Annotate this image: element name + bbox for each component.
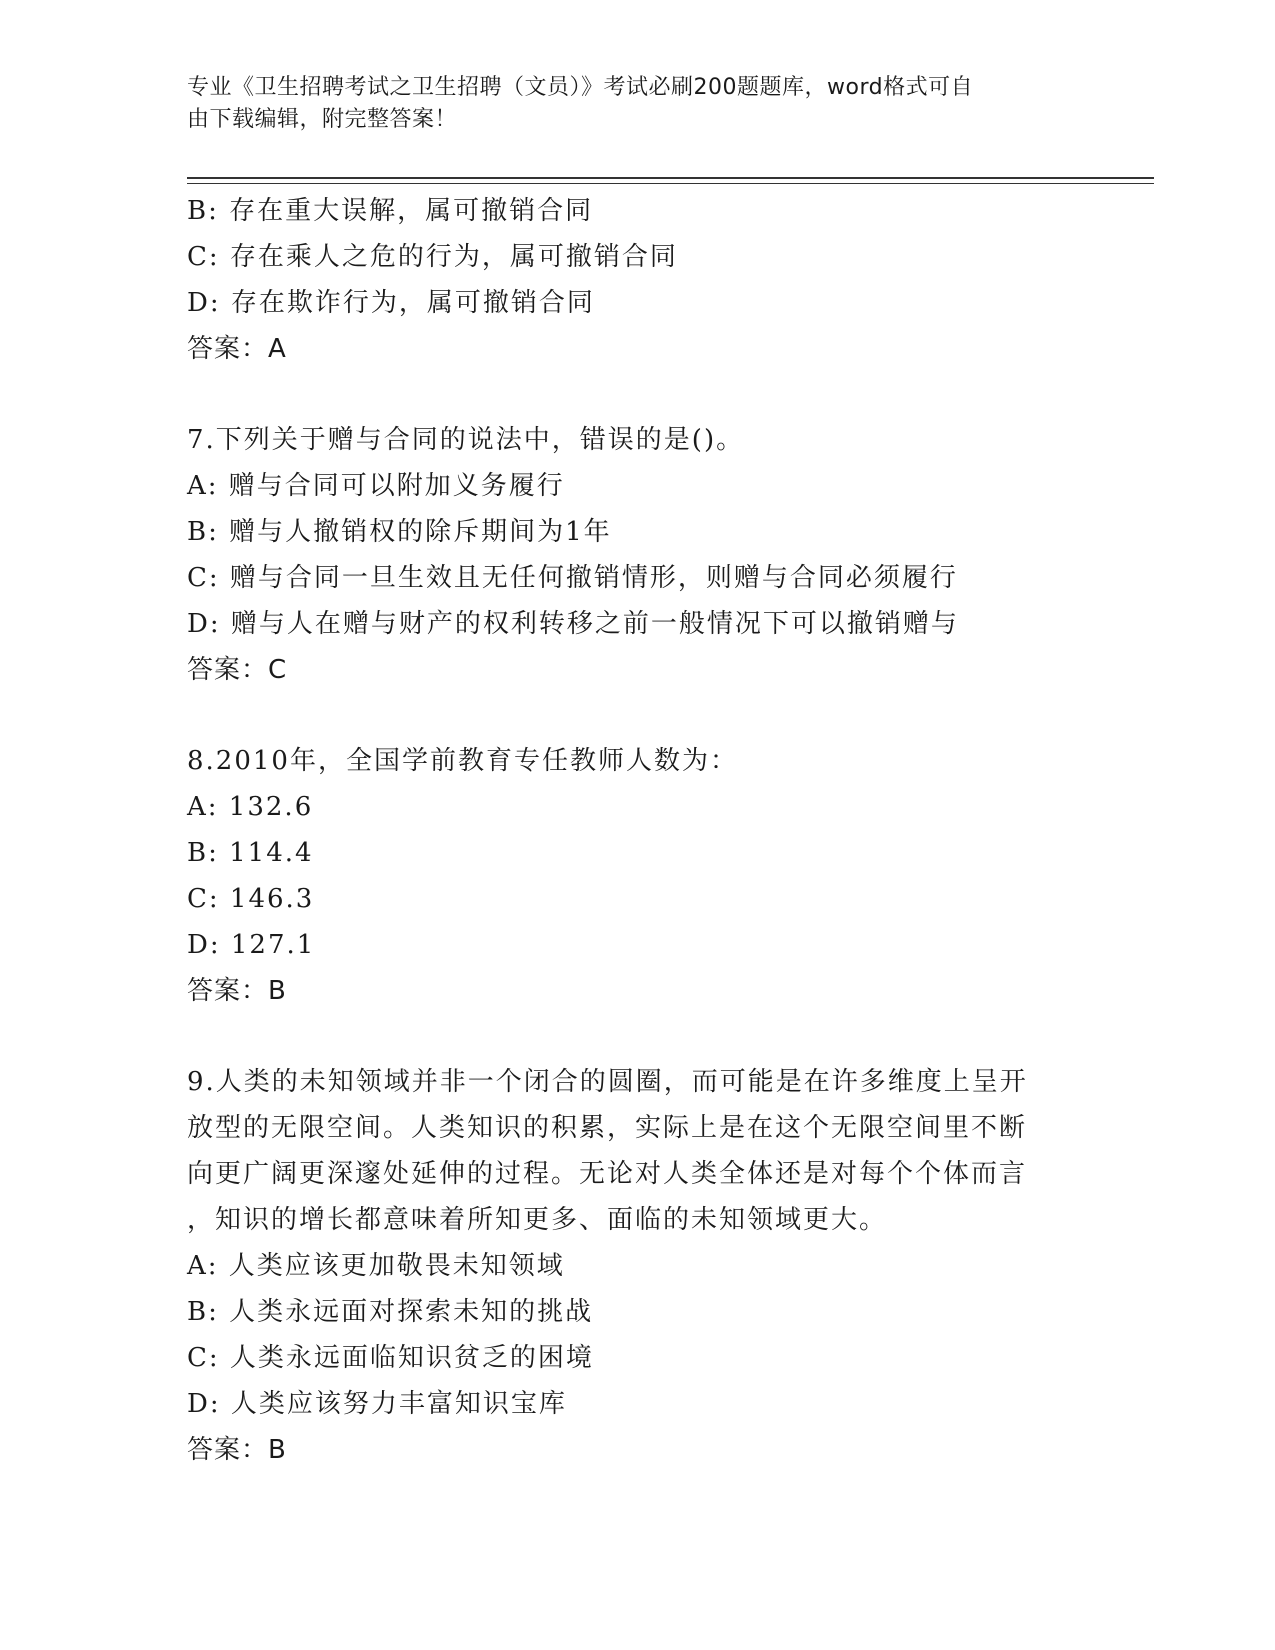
q7-option-b: B: 赠与人撤销权的除斥期间为1年 [187, 517, 612, 547]
q7-option-a: A: 赠与合同可以附加义务履行 [187, 471, 565, 501]
header-line-1: 专业《卫生招聘考试之卫生招聘（文员）》考试必刷200题题库，word格式可自 [187, 75, 974, 100]
q8-stem: 8.2010年，全国学前教育专任教师人数为： [187, 746, 738, 776]
q6-option-d: D: 存在欺诈行为，属可撤销合同 [187, 288, 595, 318]
spacer [187, 693, 1067, 738]
header-line-2: 由下载编辑，附完整答案！ [187, 107, 458, 132]
spacer [187, 1014, 1067, 1059]
q7-stem: 7.下列关于赠与合同的说法中，错误的是()。 [187, 425, 745, 455]
document-header [187, 72, 1087, 136]
q7-option-c: C: 赠与合同一旦生效且无任何撤销情形，则赠与合同必须履行 [187, 563, 958, 593]
question-8 [187, 738, 1067, 1014]
header-rule-thick [187, 177, 1154, 179]
q7-answer: 答案：C [187, 655, 288, 685]
header-rule-thin [187, 183, 1154, 184]
q8-option-c: C: 146.3 [187, 884, 315, 914]
question-6-tail [187, 188, 1067, 372]
q8-option-d: D: 127.1 [187, 930, 316, 960]
q6-option-b: B: 存在重大误解，属可撤销合同 [187, 196, 594, 226]
q6-answer: 答案：A [187, 334, 287, 364]
q8-option-a: A: 132.6 [187, 792, 314, 822]
q9-stem-line-3: 向更广阔更深邃处延伸的过程。无论对人类全体还是对每个个体而言 [187, 1159, 1028, 1189]
q9-option-d: D: 人类应该努力丰富知识宝库 [187, 1389, 567, 1419]
question-9 [187, 1059, 1067, 1473]
q8-option-b: B: 114.4 [187, 838, 314, 868]
spacer [187, 372, 1067, 417]
q9-stem-line-1: 9.人类的未知领域并非一个闭合的圆圈，而可能是在许多维度上呈开 [187, 1067, 1028, 1097]
question-7 [187, 417, 1067, 693]
q6-option-c: C: 存在乘人之危的行为，属可撤销合同 [187, 242, 678, 272]
q9-option-a: A: 人类应该更加敬畏未知领域 [187, 1251, 565, 1281]
q9-option-c: C: 人类永远面临知识贫乏的困境 [187, 1343, 594, 1373]
question-list [187, 188, 1067, 1473]
q9-answer: 答案：B [187, 1435, 287, 1465]
q9-stem-line-2: 放型的无限空间。人类知识的积累，实际上是在这个无限空间里不断 [187, 1113, 1028, 1143]
q9-option-b: B: 人类永远面对探索未知的挑战 [187, 1297, 594, 1327]
q7-option-d: D: 赠与人在赠与财产的权利转移之前一般情况下可以撤销赠与 [187, 609, 959, 639]
q8-answer: 答案：B [187, 976, 287, 1006]
q9-stem-line-4: ，知识的增长都意味着所知更多、面临的未知领域更大。 [187, 1205, 888, 1235]
